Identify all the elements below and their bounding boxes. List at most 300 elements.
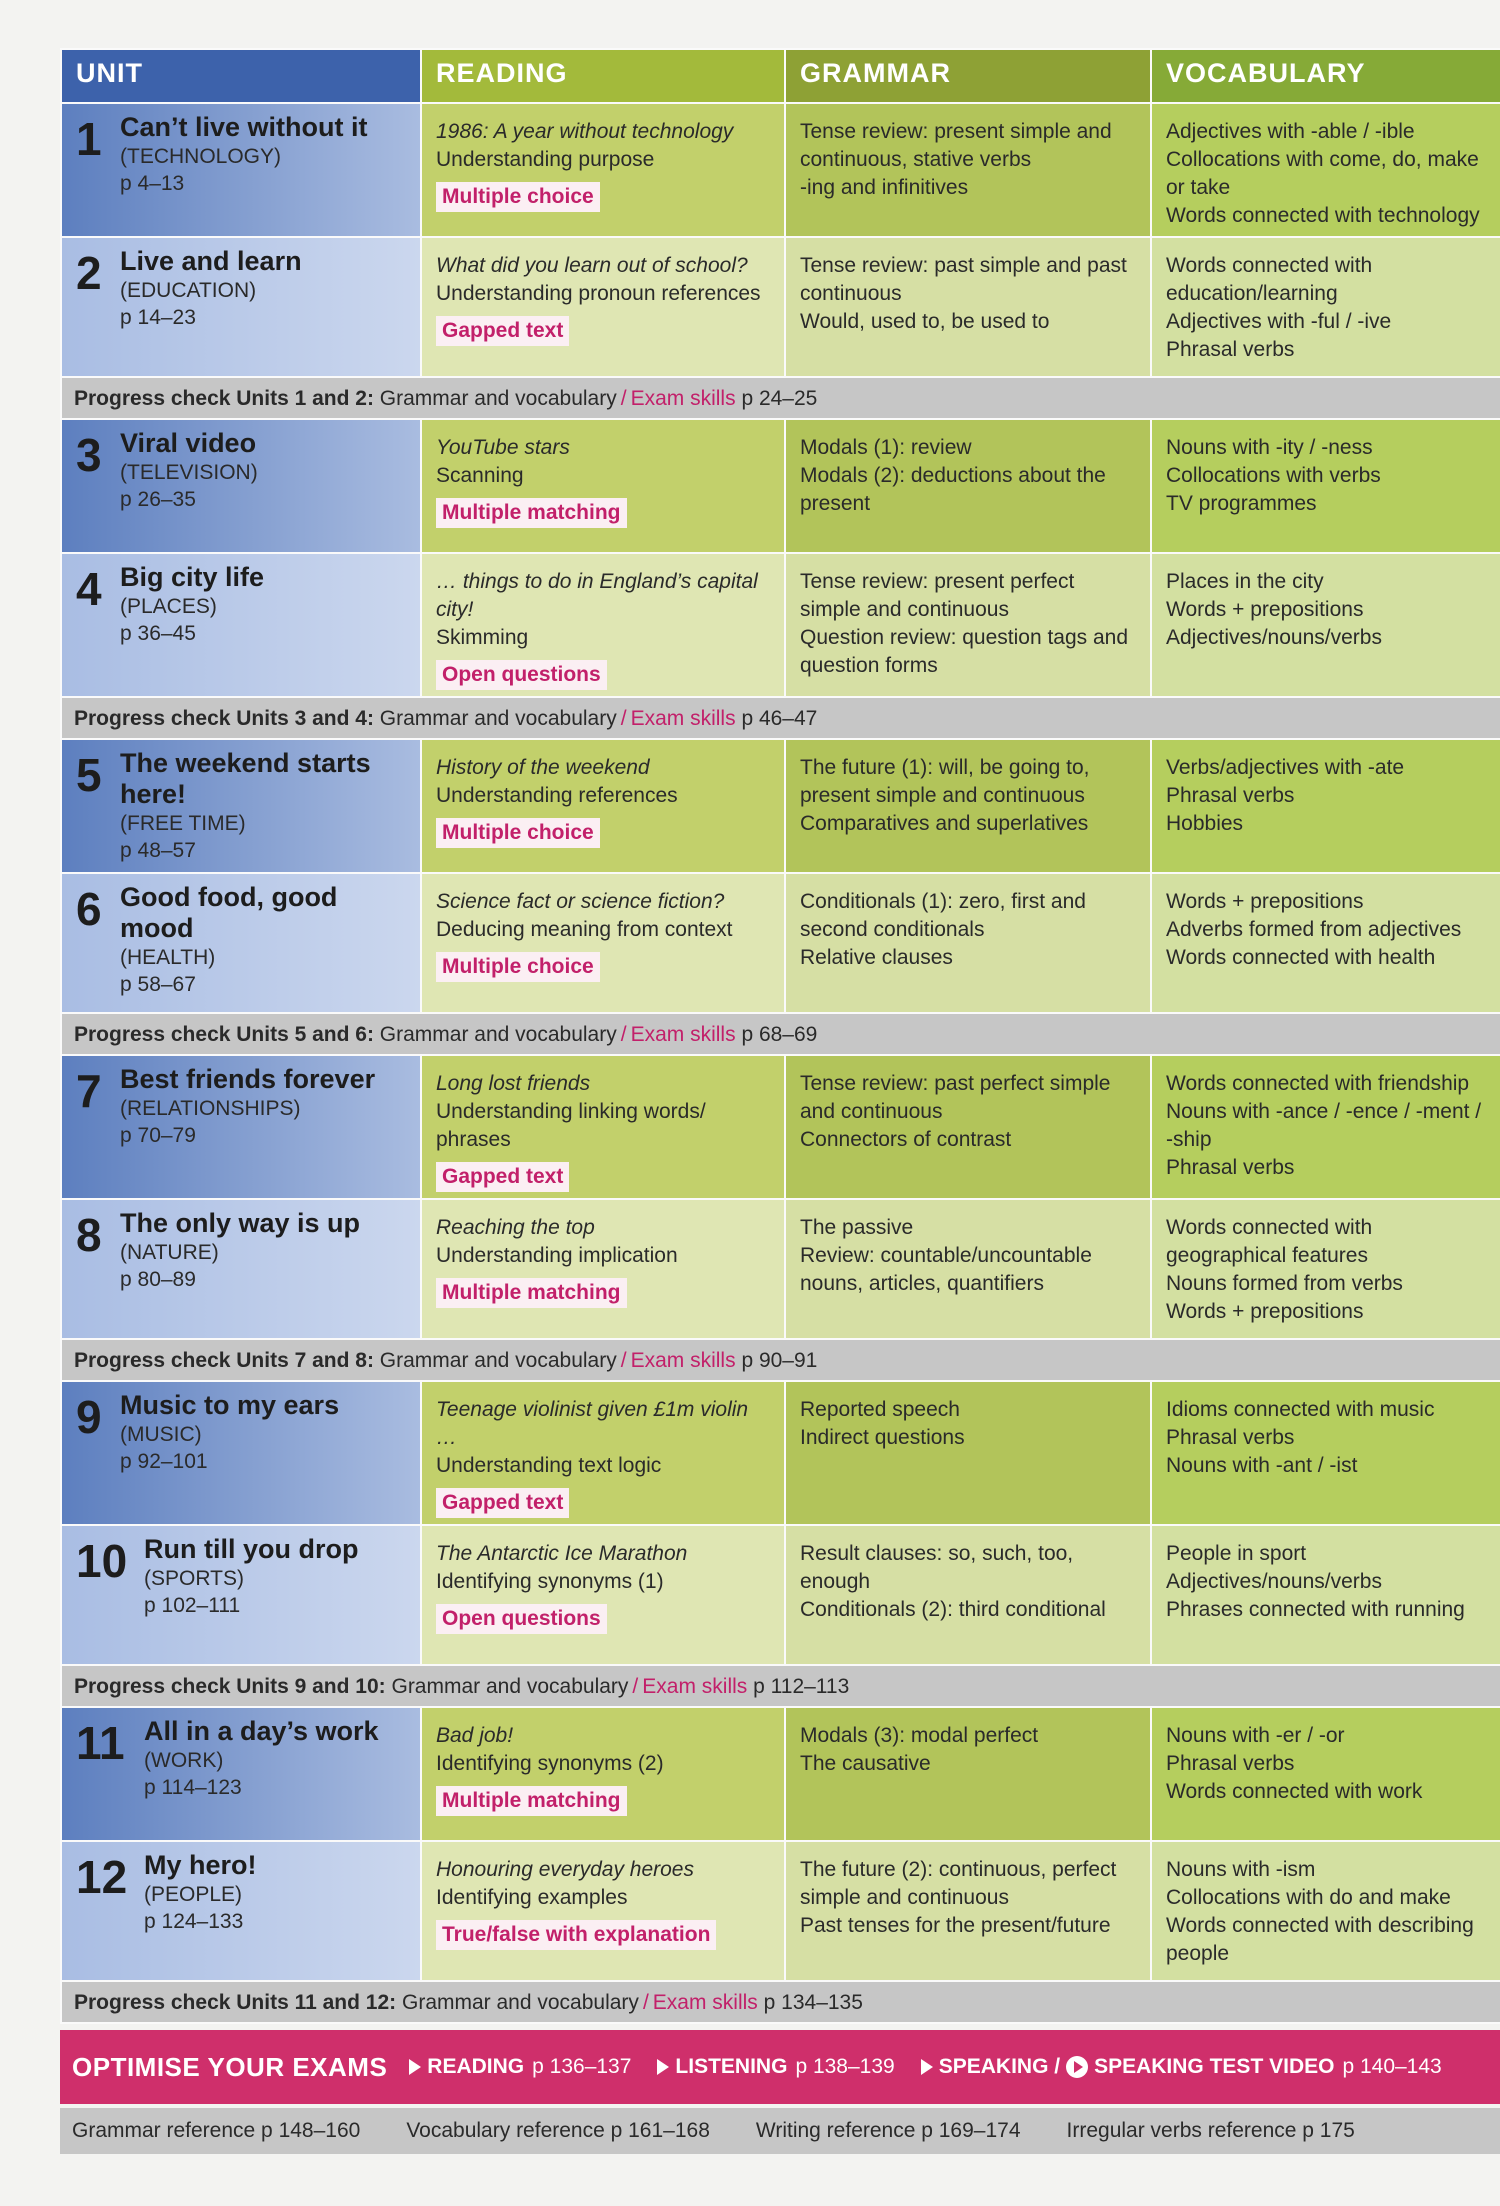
- optimise-reading-label: READING: [427, 2055, 525, 2078]
- reading-content: [422, 420, 784, 534]
- progress-check-label: Progress check Units 11 and 12:: [74, 1991, 397, 2014]
- vocabulary-content: [1152, 238, 1500, 370]
- vocabulary-content: [1152, 874, 1500, 978]
- reading-content: [422, 1526, 784, 1640]
- exam-skill-badge: Multiple choice: [436, 952, 600, 982]
- unit-row[interactable]: [61, 1707, 1500, 1841]
- reading-subskill: Identifying synonyms (1): [436, 1570, 664, 1593]
- unit-cell: [61, 1841, 421, 1981]
- grammar-item: The future (2): continuous, perfect simple and continuous: [800, 1858, 1117, 1909]
- unit-topic: (TELEVISION): [120, 461, 258, 484]
- vocabulary-cell: [1151, 1381, 1500, 1525]
- progress-check-row[interactable]: [61, 1013, 1500, 1055]
- grammar-item: Modals (1): review: [800, 436, 972, 459]
- vocabulary-item: Nouns with -er / -or: [1166, 1724, 1345, 1747]
- unit-row[interactable]: [61, 1525, 1500, 1665]
- vocabulary-cell: [1151, 237, 1500, 377]
- unit-row[interactable]: [61, 1381, 1500, 1525]
- unit-info: [62, 420, 420, 519]
- progress-check-cell: [61, 1981, 1500, 2023]
- grammar-content: [786, 1842, 1150, 1946]
- reading-content: [422, 104, 784, 218]
- grammar-item: Tense review: past perfect simple and continuous: [800, 1072, 1111, 1123]
- grammar-reference[interactable]: Grammar reference p 148–160: [72, 2119, 361, 2142]
- unit-cell: [61, 1381, 421, 1525]
- unit-title[interactable]: The weekend starts here!: [120, 748, 371, 809]
- progress-check-label: Progress check Units 5 and 6:: [74, 1023, 374, 1046]
- grammar-cell: [785, 1525, 1151, 1665]
- grammar-cell: [785, 553, 1151, 697]
- optimise-listening-label: LISTENING: [675, 2055, 788, 2078]
- grammar-cell: [785, 1381, 1151, 1525]
- reading-subskill: Identifying examples: [436, 1886, 628, 1909]
- optimise-speaking-label: SPEAKING /: [938, 2055, 1061, 2078]
- vocabulary-item: Words connected with describing people: [1166, 1914, 1474, 1965]
- grammar-item: Tense review: present simple and continuous, stative verbs: [800, 120, 1112, 171]
- unit-pages: p 4–13: [120, 172, 185, 195]
- reading-content: [422, 740, 784, 854]
- unit-info: [62, 104, 420, 203]
- vocabulary-item: Phrasal verbs: [1166, 1156, 1295, 1179]
- reading-content: [422, 1842, 784, 1956]
- unit-cell: [61, 103, 421, 237]
- exam-skill-badge: Open questions: [436, 660, 607, 690]
- progress-check-exam-skills: Exam skills: [630, 387, 736, 410]
- play-arrow-icon: [409, 2059, 421, 2075]
- reading-text-title: History of the weekend: [436, 756, 650, 779]
- vocabulary-item: Adjectives/nouns/verbs: [1166, 626, 1382, 649]
- progress-check-text: Grammar and vocabulary: [379, 1023, 617, 1046]
- unit-pages: p 80–89: [120, 1268, 196, 1291]
- vocabulary-item: Nouns with -ance / -ence / -ment / -ship: [1166, 1100, 1482, 1151]
- unit-topic: (EDUCATION): [120, 279, 257, 302]
- unit-row[interactable]: [61, 1199, 1500, 1339]
- progress-check-row[interactable]: [61, 377, 1500, 419]
- unit-topic: (WORK): [144, 1749, 224, 1772]
- unit-cell: [61, 1055, 421, 1199]
- progress-check-exam-skills: Exam skills: [642, 1675, 748, 1698]
- grammar-content: [786, 1382, 1150, 1458]
- vocabulary-cell: [1151, 103, 1500, 237]
- vocabulary-content: [1152, 740, 1500, 844]
- unit-topic: (HEALTH): [120, 946, 216, 969]
- vocabulary-content: [1152, 1382, 1500, 1486]
- reading-subskill: Scanning: [436, 464, 524, 487]
- unit-title[interactable]: Run till you drop: [144, 1534, 359, 1564]
- vocabulary-content: [1152, 1708, 1500, 1812]
- unit-number: 12: [76, 1851, 128, 1903]
- play-arrow-icon: [657, 2059, 669, 2075]
- grammar-item: Would, used to, be used to: [800, 310, 1050, 333]
- grammar-cell: [785, 1199, 1151, 1339]
- unit-pages: p 114–123: [144, 1776, 242, 1799]
- optimise-reading[interactable]: [409, 2055, 631, 2079]
- optimise-title: OPTIMISE YOUR EXAMS: [72, 2051, 388, 2082]
- grammar-cell: [785, 1841, 1151, 1981]
- unit-row[interactable]: [61, 873, 1500, 1013]
- reading-cell: [421, 1199, 785, 1339]
- unit-info: [62, 740, 420, 870]
- progress-check-cell: [61, 697, 1500, 739]
- progress-check-pages: p 112–113: [753, 1675, 850, 1698]
- grammar-content: [786, 1056, 1150, 1160]
- optimise-listening[interactable]: [657, 2055, 894, 2079]
- grammar-cell: [785, 873, 1151, 1013]
- unit-number: 3: [76, 429, 102, 481]
- reading-content: [422, 1200, 784, 1314]
- unit-title[interactable]: All in a day’s work: [144, 1716, 379, 1746]
- progress-check-pages: p 24–25: [741, 387, 818, 410]
- progress-check-text: Grammar and vocabulary: [379, 387, 617, 410]
- optimise-speaking[interactable]: [921, 2055, 1442, 2079]
- unit-info: [62, 1056, 420, 1155]
- vocabulary-cell: [1151, 419, 1500, 553]
- grammar-header: GRAMMAR: [785, 49, 1151, 103]
- unit-row[interactable]: [61, 553, 1500, 697]
- reading-cell: [421, 739, 785, 873]
- grammar-content: [786, 1200, 1150, 1304]
- vocabulary-cell: [1151, 1199, 1500, 1339]
- progress-check-cell: [61, 1013, 1500, 1055]
- unit-info: [62, 238, 420, 337]
- vocabulary-item: Collocations with verbs: [1166, 464, 1381, 487]
- unit-row[interactable]: [61, 103, 1500, 237]
- progress-check-exam-skills: Exam skills: [652, 1991, 758, 2014]
- vocabulary-cell: [1151, 1841, 1500, 1981]
- progress-check-pages: p 46–47: [741, 707, 818, 730]
- progress-check-pages: p 134–135: [763, 1991, 863, 2014]
- grammar-item: Modals (2): deductions about the present: [800, 464, 1106, 515]
- unit-title[interactable]: Best friends forever: [120, 1064, 376, 1094]
- progress-check-text: Grammar and vocabulary: [379, 1349, 617, 1372]
- vocabulary-item: People in sport: [1166, 1542, 1307, 1565]
- unit-number: 7: [76, 1065, 102, 1117]
- grammar-item: Question review: question tags and question forms: [800, 626, 1129, 677]
- vocabulary-cell: [1151, 553, 1500, 697]
- grammar-item: Conditionals (2): third conditional: [800, 1598, 1106, 1621]
- vocabulary-item: Nouns with -ity / -ness: [1166, 436, 1373, 459]
- reading-text-title: … things to do in England’s capital city!: [436, 570, 758, 621]
- unit-number: 8: [76, 1209, 102, 1261]
- progress-check-label: Progress check Units 1 and 2:: [74, 387, 374, 410]
- progress-check-exam-skills: Exam skills: [630, 707, 736, 730]
- grammar-item: The causative: [800, 1752, 931, 1775]
- exam-skill-badge: Multiple choice: [436, 182, 600, 212]
- reading-subskill: Understanding implication: [436, 1244, 678, 1267]
- contents-page: [60, 48, 1500, 2154]
- vocabulary-content: [1152, 1056, 1500, 1188]
- reading-cell: [421, 553, 785, 697]
- progress-check-row[interactable]: [61, 1339, 1500, 1381]
- unit-title[interactable]: Music to my ears: [120, 1390, 340, 1420]
- progress-check-row[interactable]: [61, 1665, 1500, 1707]
- reading-cell: [421, 1841, 785, 1981]
- reading-content: [422, 554, 784, 696]
- header-row: [61, 49, 1500, 103]
- vocabulary-item: Phrasal verbs: [1166, 1752, 1295, 1775]
- vocabulary-item: Hobbies: [1166, 812, 1244, 835]
- reading-text-title: Honouring everyday heroes: [436, 1858, 694, 1881]
- unit-pages: p 92–101: [120, 1450, 208, 1473]
- vocabulary-item: Words connected with work: [1166, 1780, 1423, 1803]
- reading-content: [422, 238, 784, 352]
- vocabulary-item: Words connected with education/learning: [1166, 254, 1373, 305]
- unit-pages: p 48–57: [120, 839, 196, 862]
- progress-check-separator: /: [620, 707, 627, 730]
- grammar-item: Result clauses: so, such, too, enough: [800, 1542, 1074, 1593]
- contents-table: [60, 48, 1500, 2024]
- grammar-cell: [785, 1707, 1151, 1841]
- unit-topic: (FREE TIME): [120, 812, 246, 835]
- unit-row[interactable]: [61, 739, 1500, 873]
- vocabulary-item: Verbs/adjectives with -ate: [1166, 756, 1405, 779]
- progress-check-separator: /: [620, 1349, 627, 1372]
- reading-subskill: Identifying synonyms (2): [436, 1752, 664, 1775]
- progress-check-exam-skills: Exam skills: [630, 1349, 736, 1372]
- vocabulary-header: VOCABULARY: [1151, 49, 1500, 103]
- optimise-exams-banner: [60, 2030, 1500, 2104]
- vocabulary-item: Idioms connected with music: [1166, 1398, 1435, 1421]
- grammar-content: [786, 874, 1150, 978]
- progress-check-text: Grammar and vocabulary: [379, 707, 617, 730]
- play-arrow-icon: [921, 2059, 933, 2075]
- reading-text-title: What did you learn out of school?: [436, 254, 748, 277]
- reading-subskill: Skimming: [436, 626, 529, 649]
- unit-row[interactable]: [61, 1055, 1500, 1199]
- grammar-content: [786, 740, 1150, 844]
- vocabulary-item: Words + prepositions: [1166, 1300, 1364, 1323]
- exam-skill-badge: True/false with explanation: [436, 1920, 716, 1950]
- reading-subskill: Understanding text logic: [436, 1454, 662, 1477]
- grammar-item: Connectors of contrast: [800, 1128, 1012, 1151]
- vocabulary-item: TV programmes: [1166, 492, 1317, 515]
- unit-info: [62, 1200, 420, 1299]
- references-bar: [60, 2108, 1500, 2154]
- unit-number: 10: [76, 1535, 128, 1587]
- vocabulary-item: Words connected with technology: [1166, 204, 1480, 227]
- grammar-content: [786, 1708, 1150, 1784]
- vocabulary-item: Adjectives with -able / -ible: [1166, 120, 1415, 143]
- grammar-item: Tense review: past simple and past continuous: [800, 254, 1127, 305]
- progress-check-separator: /: [620, 1023, 627, 1046]
- grammar-item: The passive: [800, 1216, 914, 1239]
- reading-content: [422, 1708, 784, 1822]
- progress-check-pages: p 68–69: [741, 1023, 818, 1046]
- optimise-reading-pages: p 136–137: [532, 2055, 632, 2078]
- reading-subskill: Understanding purpose: [436, 148, 655, 171]
- grammar-item: Tense review: present perfect simple and continuous: [800, 570, 1075, 621]
- vocabulary-cell: [1151, 1707, 1500, 1841]
- progress-check-cell: [61, 1665, 1500, 1707]
- grammar-item: Conditionals (1): zero, first and second conditionals: [800, 890, 1086, 941]
- exam-skill-badge: Multiple matching: [436, 498, 627, 528]
- vocabulary-content: [1152, 1526, 1500, 1630]
- grammar-cell: [785, 419, 1151, 553]
- grammar-content: [786, 554, 1150, 686]
- progress-check-label: Progress check Units 3 and 4:: [74, 707, 374, 730]
- unit-topic: (SPORTS): [144, 1567, 244, 1590]
- unit-title[interactable]: Live and learn: [120, 246, 302, 276]
- vocabulary-content: [1152, 1200, 1500, 1332]
- progress-check-label: Progress check Units 7 and 8:: [74, 1349, 374, 1372]
- reading-text-title: Science fact or science fiction?: [436, 890, 725, 913]
- progress-check-row[interactable]: [61, 1981, 1500, 2023]
- reading-content: [422, 1382, 784, 1524]
- unit-info: [62, 1382, 420, 1481]
- unit-info: [62, 874, 420, 1004]
- exam-skill-badge: Open questions: [436, 1604, 607, 1634]
- unit-number: 9: [76, 1391, 102, 1443]
- vocabulary-content: [1152, 420, 1500, 524]
- vocabulary-item: Words + prepositions: [1166, 890, 1364, 913]
- reading-header: READING: [421, 49, 785, 103]
- vocabulary-item: Words connected with health: [1166, 946, 1436, 969]
- grammar-cell: [785, 1055, 1151, 1199]
- exam-skill-badge: Multiple matching: [436, 1278, 627, 1308]
- grammar-item: Past tenses for the present/future: [800, 1914, 1111, 1937]
- unit-topic: (TECHNOLOGY): [120, 145, 282, 168]
- unit-number: 1: [76, 113, 102, 165]
- vocabulary-content: [1152, 1842, 1500, 1974]
- reading-subskill: Understanding linking words/ phrases: [436, 1100, 706, 1151]
- reading-cell: [421, 873, 785, 1013]
- unit-row[interactable]: [61, 419, 1500, 553]
- progress-check-separator: /: [620, 387, 627, 410]
- exam-skill-badge: Gapped text: [436, 1488, 569, 1518]
- optimise-speaking-pages: p 140–143: [1342, 2055, 1442, 2078]
- grammar-item: Indirect questions: [800, 1426, 965, 1449]
- unit-cell: [61, 739, 421, 873]
- grammar-item: Reported speech: [800, 1398, 960, 1421]
- grammar-content: [786, 104, 1150, 208]
- grammar-item: -ing and infinitives: [800, 176, 969, 199]
- vocabulary-cell: [1151, 1055, 1500, 1199]
- vocabulary-cell: [1151, 873, 1500, 1013]
- grammar-cell: [785, 103, 1151, 237]
- unit-topic: (RELATIONSHIPS): [120, 1097, 301, 1120]
- reading-text-title: Reaching the top: [436, 1216, 595, 1239]
- unit-number: 4: [76, 563, 102, 615]
- grammar-item: Modals (3): modal perfect: [800, 1724, 1039, 1747]
- unit-row[interactable]: [61, 1841, 1500, 1981]
- progress-check-exam-skills: Exam skills: [630, 1023, 736, 1046]
- grammar-item: Relative clauses: [800, 946, 953, 969]
- unit-pages: p 70–79: [120, 1124, 196, 1147]
- unit-pages: p 26–35: [120, 488, 196, 511]
- reading-cell: [421, 1055, 785, 1199]
- unit-title[interactable]: My hero!: [144, 1850, 257, 1880]
- unit-cell: [61, 873, 421, 1013]
- unit-title[interactable]: Good food, good mood: [120, 882, 338, 943]
- vocabulary-content: [1152, 104, 1500, 236]
- progress-check-row[interactable]: [61, 697, 1500, 739]
- unit-title[interactable]: Viral video: [120, 428, 257, 458]
- unit-pages: p 124–133: [144, 1910, 244, 1933]
- vocabulary-item: Adverbs formed from adjectives: [1166, 918, 1462, 941]
- vocabulary-item: Phrasal verbs: [1166, 1426, 1295, 1449]
- unit-cell: [61, 1199, 421, 1339]
- reading-cell: [421, 1707, 785, 1841]
- vocabulary-item: Collocations with do and make: [1166, 1886, 1451, 1909]
- vocabulary-item: Phrases connected with running: [1166, 1598, 1465, 1621]
- writing-reference[interactable]: Writing reference p 169–174: [755, 2119, 1021, 2142]
- vocabulary-cell: [1151, 1525, 1500, 1665]
- progress-check-label: Progress check Units 9 and 10:: [74, 1675, 386, 1698]
- unit-pages: p 36–45: [120, 622, 196, 645]
- vocabulary-item: Collocations with come, do, make or take: [1166, 148, 1479, 199]
- unit-cell: [61, 419, 421, 553]
- vocabulary-item: Nouns formed from verbs: [1166, 1272, 1403, 1295]
- vocabulary-item: Adjectives/nouns/verbs: [1166, 1570, 1382, 1593]
- progress-check-text: Grammar and vocabulary: [402, 1991, 639, 2014]
- exam-skill-badge: Gapped text: [436, 1162, 569, 1192]
- vocabulary-item: Adjectives with -ful / -ive: [1166, 310, 1392, 333]
- unit-cell: [61, 237, 421, 377]
- vocabulary-item: Phrasal verbs: [1166, 784, 1295, 807]
- reading-subskill: Deducing meaning from context: [436, 918, 733, 941]
- reading-cell: [421, 1525, 785, 1665]
- unit-topic: (MUSIC): [120, 1423, 202, 1446]
- vocabulary-item: Places in the city: [1166, 570, 1324, 593]
- progress-check-cell: [61, 377, 1500, 419]
- video-play-icon: [1066, 2056, 1088, 2078]
- vocabulary-cell: [1151, 739, 1500, 873]
- reading-content: [422, 874, 784, 988]
- grammar-item: The future (1): will, be going to, present simple and continuous: [800, 756, 1090, 807]
- grammar-cell: [785, 237, 1151, 377]
- vocabulary-item: Phrasal verbs: [1166, 338, 1295, 361]
- reading-text-title: YouTube stars: [436, 436, 570, 459]
- vocabulary-reference[interactable]: Vocabulary reference p 161–168: [406, 2119, 710, 2142]
- grammar-item: Comparatives and superlatives: [800, 812, 1089, 835]
- vocabulary-item: Words connected with geographical features: [1166, 1216, 1373, 1267]
- unit-topic: (PLACES): [120, 595, 217, 618]
- vocabulary-item: Words connected with friendship: [1166, 1072, 1470, 1095]
- reading-content: [422, 1056, 784, 1198]
- grammar-content: [786, 1526, 1150, 1630]
- optimise-listening-pages: p 138–139: [795, 2055, 895, 2078]
- reading-text-title: 1986: A year without technology: [436, 120, 734, 143]
- unit-info: [62, 554, 420, 653]
- unit-number: 2: [76, 247, 102, 299]
- unit-title[interactable]: Big city life: [120, 562, 265, 592]
- vocabulary-content: [1152, 554, 1500, 658]
- reading-text-title: Long lost friends: [436, 1072, 591, 1095]
- unit-row[interactable]: [61, 237, 1500, 377]
- reading-cell: [421, 237, 785, 377]
- exam-skill-badge: Multiple matching: [436, 1786, 627, 1816]
- unit-title[interactable]: The only way is up: [120, 1208, 361, 1238]
- grammar-content: [786, 238, 1150, 342]
- progress-check-text: Grammar and vocabulary: [391, 1675, 629, 1698]
- progress-check-pages: p 90–91: [741, 1349, 818, 1372]
- unit-topic: (PEOPLE): [144, 1883, 243, 1906]
- vocabulary-item: Words + prepositions: [1166, 598, 1364, 621]
- reading-cell: [421, 1381, 785, 1525]
- contents-body: [61, 103, 1500, 2023]
- progress-check-separator: /: [642, 1991, 649, 2014]
- vocabulary-item: Nouns with -ism: [1166, 1858, 1316, 1881]
- unit-cell: [61, 1707, 421, 1841]
- grammar-content: [786, 420, 1150, 524]
- unit-pages: p 102–111: [144, 1594, 241, 1617]
- optimise-video-label: SPEAKING TEST VIDEO: [1094, 2055, 1335, 2078]
- reading-text-title: The Antarctic Ice Marathon: [436, 1542, 688, 1565]
- unit-title[interactable]: Can’t live without it: [120, 112, 368, 142]
- unit-number: 6: [76, 883, 102, 935]
- irregular-verbs-reference[interactable]: Irregular verbs reference p 175: [1066, 2119, 1355, 2142]
- progress-check-separator: /: [632, 1675, 639, 1698]
